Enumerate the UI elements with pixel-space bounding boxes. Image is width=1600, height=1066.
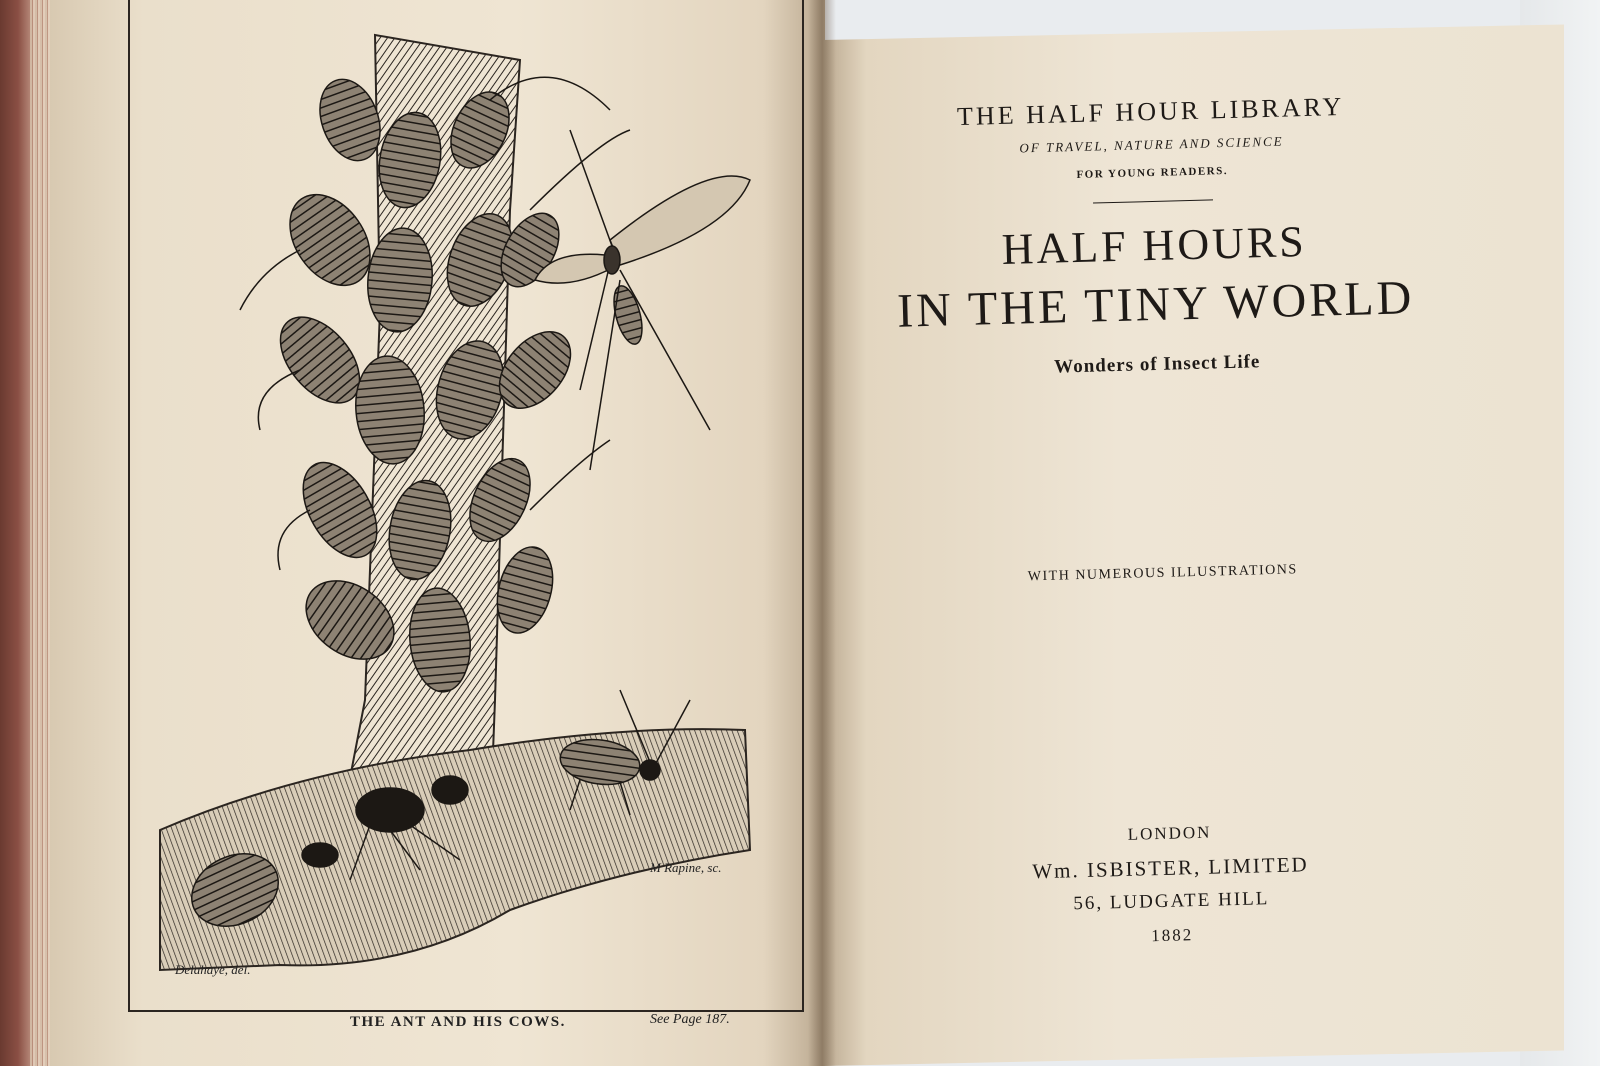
winged-insect [535,130,750,470]
illustrations-note: WITH NUMEROUS ILLUSTRATIONS [1027,562,1298,585]
series-subtitle: OF TRAVEL, NATURE AND SCIENCE [1019,133,1284,156]
tree-branch [160,729,750,970]
publisher-imprint [864,809,1477,961]
book-title-line-1: HALF HOURS [1001,216,1308,274]
plate-caption-page-ref: See Page 187. [650,1012,730,1027]
imprint-year: 1882 [1150,925,1194,946]
engraving-illustration [150,10,770,995]
title-divider [1093,199,1213,203]
imprint-publisher: Wm. ISBISTER, LIMITED [1031,852,1309,884]
imprint-city: LONDON [1127,822,1212,844]
plate-caption [180,1000,780,1040]
series-audience: FOR YOUNG READERS. [1076,165,1229,181]
book-subtitle: Wonders of Insect Life [1053,351,1261,378]
series-title: THE HALF HOUR LIBRARY [956,91,1345,132]
book-title-line-2: IN THE TINY WORLD [896,271,1415,338]
engraving-signature-artist: Delahaye, del. [175,962,251,977]
book-gutter [808,0,836,1066]
imprint-address: 56, LUDGATE HILL [1073,888,1270,915]
title-page-text [845,74,1480,1050]
plate-caption-title: THE ANT AND HIS COWS. [350,1014,566,1030]
engraving-signature-engraver: M Rapine, sc. [650,860,722,875]
